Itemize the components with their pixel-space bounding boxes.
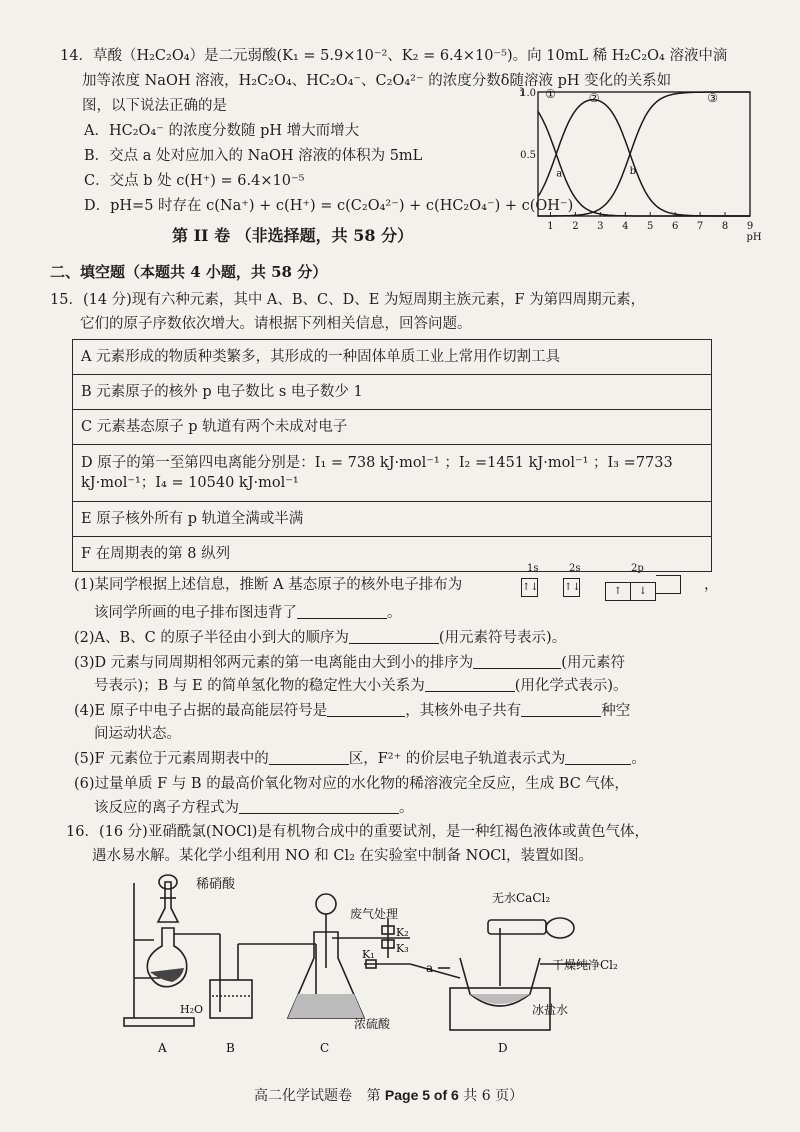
x-axis-label: pH bbox=[746, 232, 762, 243]
orbital-label-2p: 2p bbox=[631, 563, 644, 574]
table-cell: C 元素基态原子 p 轨道有两个未成对电子 bbox=[73, 410, 712, 445]
series-label-2: ② bbox=[588, 90, 600, 105]
q15-s2 bbox=[74, 628, 566, 648]
x-tick-label: 6 bbox=[671, 221, 679, 232]
bottle-b bbox=[210, 980, 252, 1018]
q15-s5-end: 。 bbox=[631, 751, 646, 767]
q15-s4-mid2: 种空 bbox=[601, 703, 631, 719]
orbital-label-2s: 2s bbox=[569, 563, 581, 574]
label-ice-brine: 冰盐水 bbox=[532, 1003, 569, 1017]
q14-line3: 图，以下说法正确的是 bbox=[82, 98, 227, 114]
footer-left: 高二化学试题卷 bbox=[254, 1088, 352, 1104]
q15-s3-end: (用化学式表示)。 bbox=[514, 678, 628, 694]
q15-s3 bbox=[74, 653, 625, 673]
series-line-3 bbox=[538, 92, 750, 216]
answer-blank[interactable] bbox=[297, 604, 387, 619]
q15-intro1: 15．(14 分)现有六种元素，其中 A、B、C、D、E 为短周期主族元素，F 为第四周期元素， bbox=[50, 292, 646, 308]
element-info-table bbox=[72, 339, 712, 572]
orbital-1s bbox=[521, 575, 538, 597]
distribution-chart-svg bbox=[520, 84, 765, 244]
y-axis-label: δ bbox=[520, 86, 524, 99]
q15-s3-line2 bbox=[94, 676, 628, 696]
orbital-box: ↑↓ bbox=[521, 578, 538, 597]
table-cell: D 原子的第一至第四电离能分别是：I₁ = 738 kJ·mol⁻¹ ；I₂ =1451 kJ·mol⁻¹ ；I₃ =7733 kJ·mol⁻¹；I₄ = 10540 kJ·mol⁻¹ bbox=[73, 445, 712, 502]
q15-s4-line2: 间运动状态。 bbox=[94, 726, 181, 742]
x-tick-label: 8 bbox=[721, 221, 729, 232]
x-tick-label: 9 bbox=[746, 221, 754, 232]
x-tick-label: 3 bbox=[597, 221, 604, 232]
cacl2-bulb bbox=[546, 918, 574, 938]
label-cacl2: 无水CaCl₂ bbox=[492, 891, 551, 905]
footer-mid: 第 bbox=[366, 1088, 381, 1104]
q14-option-d: D．pH=5 时存在 c(Na⁺) + c(H⁺) = c(C₂O₄²⁻) + c(HC₂O₄⁻) + c(OH⁻) bbox=[84, 198, 574, 214]
table-cell: F 在周期表的第 8 纵列 bbox=[73, 537, 712, 572]
q15-s5-text: (5)F 元素位于元素周期表中的 bbox=[74, 751, 269, 767]
y-tick-label: 1.0 bbox=[520, 88, 536, 99]
orbital-label-1s: 1s bbox=[527, 563, 539, 574]
flask-contents bbox=[150, 968, 184, 982]
q15-s5 bbox=[74, 749, 646, 769]
x-tick-label: 7 bbox=[696, 221, 704, 232]
safety-bulb bbox=[316, 894, 336, 914]
distribution-chart bbox=[520, 84, 765, 248]
plot-frame bbox=[538, 92, 750, 216]
q15-s1-question-text: 该同学所画的电子排布图违背了 bbox=[94, 605, 297, 621]
answer-blank[interactable] bbox=[521, 702, 601, 717]
series-label-3: ③ bbox=[707, 90, 718, 105]
footer bbox=[254, 1085, 523, 1106]
table-cell: E 原子核外所有 p 轨道全满或半满 bbox=[73, 502, 712, 537]
q15-s2-end: (用元素符号表示)。 bbox=[438, 630, 567, 646]
label-dilute-hno3: 稀硝酸 bbox=[196, 877, 236, 892]
table-row bbox=[73, 502, 712, 537]
orbital-box bbox=[656, 575, 681, 594]
q15-s1-text: (1)某同学根据上述信息，推断 A 基态原子的核外电子排布为 bbox=[74, 577, 463, 593]
x-tick-label: 5 bbox=[647, 221, 654, 232]
orbital-box: ↓ bbox=[631, 582, 656, 601]
apparatus-diagram bbox=[120, 868, 680, 1072]
drying-tube bbox=[488, 920, 546, 934]
label-k3: K₃ bbox=[396, 942, 409, 955]
series-line-1 bbox=[538, 112, 750, 217]
q15-s6-end: 。 bbox=[399, 800, 414, 816]
label-h2o: H₂O bbox=[180, 1003, 204, 1016]
q14-line1: 14．草酸（H₂C₂O₄）是二元弱酸(K₁ = 5.9×10⁻²、K₂ = 6.4×10⁻⁵)。向 10mL 稀 H₂C₂O₄ 溶液中滴 bbox=[60, 48, 728, 64]
apparatus-svg bbox=[120, 868, 680, 1068]
x-tick-label: 1 bbox=[547, 221, 554, 232]
q15-s1-comma: ， bbox=[704, 577, 719, 593]
label-dry-cl2: 干燥纯净Cl₂ bbox=[552, 958, 618, 972]
label-waste-gas: 废气处理 bbox=[350, 907, 399, 921]
q14-option-b: B．交点 a 处对应加入的 NaOH 溶液的体积为 5mL bbox=[84, 148, 423, 164]
answer-blank[interactable] bbox=[239, 799, 399, 814]
answer-blank[interactable] bbox=[565, 750, 631, 765]
label-D: D bbox=[498, 1041, 508, 1055]
orbital-2s bbox=[563, 575, 580, 597]
series-label-1: ① bbox=[545, 87, 556, 102]
q15-s1-question bbox=[94, 603, 402, 623]
orbital-diagram bbox=[521, 563, 701, 597]
label-A: A bbox=[158, 1041, 167, 1055]
answer-blank[interactable] bbox=[473, 654, 561, 669]
q15-s6-line1: (6)过量单质 F 与 B 的最高价氧化物对应的水化物的稀溶液完全反应，生成 BC 气体， bbox=[74, 776, 629, 792]
answer-blank[interactable] bbox=[349, 629, 439, 644]
flask-d-contents bbox=[470, 994, 530, 1004]
q15-s6-line2 bbox=[94, 798, 414, 818]
q14-option-a: A．HC₂O₄⁻ 的浓度分数随 pH 增大而增大 bbox=[84, 123, 360, 139]
orbital-box: ↑ bbox=[605, 582, 631, 601]
orbital-2p bbox=[605, 575, 681, 601]
answer-blank[interactable] bbox=[269, 750, 349, 765]
label-B: B bbox=[226, 1041, 235, 1055]
q14-line2: 加等浓度 NaOH 溶液，H₂C₂O₄、HC₂O₄⁻、C₂O₄²⁻ 的浓度分数δ随溶液 pH 变化的关系如 bbox=[82, 73, 672, 89]
q15-s4 bbox=[74, 701, 630, 721]
q15-s1-end: 。 bbox=[387, 605, 402, 621]
q15-intro2: 它们的原子序数依次增大。请根据下列相关信息，回答问题。 bbox=[80, 316, 472, 332]
label-k2: K₂ bbox=[396, 926, 409, 939]
q15-s4-mid: ，其核外电子共有 bbox=[405, 703, 522, 719]
table-row bbox=[73, 410, 712, 445]
dropping-funnel bbox=[158, 882, 178, 922]
footer-page: Page 5 of 6 bbox=[384, 1087, 459, 1103]
table-cell: B 元素原子的核外 p 电子数比 s 电子数少 1 bbox=[73, 375, 712, 410]
tube-into-d bbox=[410, 964, 460, 978]
label-C: C bbox=[320, 1041, 330, 1055]
q15-s3-text2: 号表示)；B 与 E 的简单氢化物的稳定性大小关系为 bbox=[94, 678, 425, 694]
label-conc-h2so4: 浓硫酸 bbox=[354, 1017, 391, 1031]
section2-title: 第 II 卷 （非选择题，共 58 分） bbox=[172, 226, 414, 245]
q14-option-c: C．交点 b 处 c(H⁺) = 6.4×10⁻⁵ bbox=[84, 173, 305, 189]
x-tick-label: 4 bbox=[622, 221, 629, 232]
q15-s2-text: (2)A、B、C 的原子半径由小到大的顺序为 bbox=[74, 630, 349, 646]
label-k1: K₁ bbox=[362, 948, 375, 961]
q15-s3-text: (3)D 元素与同周期相邻两元素的第一电离能由大到小的排序为 bbox=[74, 655, 474, 671]
section2-part: 二、填空题（本题共 4 小题，共 58 分） bbox=[50, 263, 328, 281]
q15-s6-text: 该反应的离子方程式为 bbox=[94, 800, 239, 816]
stand-base bbox=[124, 1018, 194, 1026]
table-row bbox=[73, 445, 712, 502]
conc-acid bbox=[288, 994, 364, 1018]
q15-s3-mid: (用元素符 bbox=[561, 655, 625, 671]
intersection-label: a bbox=[556, 168, 563, 180]
x-tick-label: 2 bbox=[572, 221, 579, 232]
table-row bbox=[73, 375, 712, 410]
q16-line1: 16．(16 分)亚硝酰氯(NOCl)是有机物合成中的重要试剂，是一种红褐色液体或黄色气体， bbox=[66, 824, 649, 840]
table-row bbox=[73, 340, 712, 375]
table-cell: A 元素形成的物质种类繁多，其形成的一种固体单质工业上常用作切割工具 bbox=[73, 340, 712, 375]
q15-s4-text: (4)E 原子中电子占据的最高能层符号是 bbox=[74, 703, 328, 719]
answer-blank[interactable] bbox=[425, 677, 515, 692]
q15-s5-mid: 区，F²⁺ 的价层电子轨道表示式为 bbox=[348, 751, 566, 767]
intersection-label: b bbox=[629, 165, 636, 177]
orbital-box: ↑↓ bbox=[563, 578, 580, 597]
y-tick-label: 0.5 bbox=[520, 150, 536, 161]
label-a: a bbox=[426, 961, 434, 975]
footer-right: 共 6 页） bbox=[463, 1088, 524, 1104]
answer-blank[interactable] bbox=[327, 702, 405, 717]
q16-line2: 遇水易水解。某化学小组利用 NO 和 Cl₂ 在实验室中制备 NOCl，装置如图。 bbox=[92, 848, 593, 864]
